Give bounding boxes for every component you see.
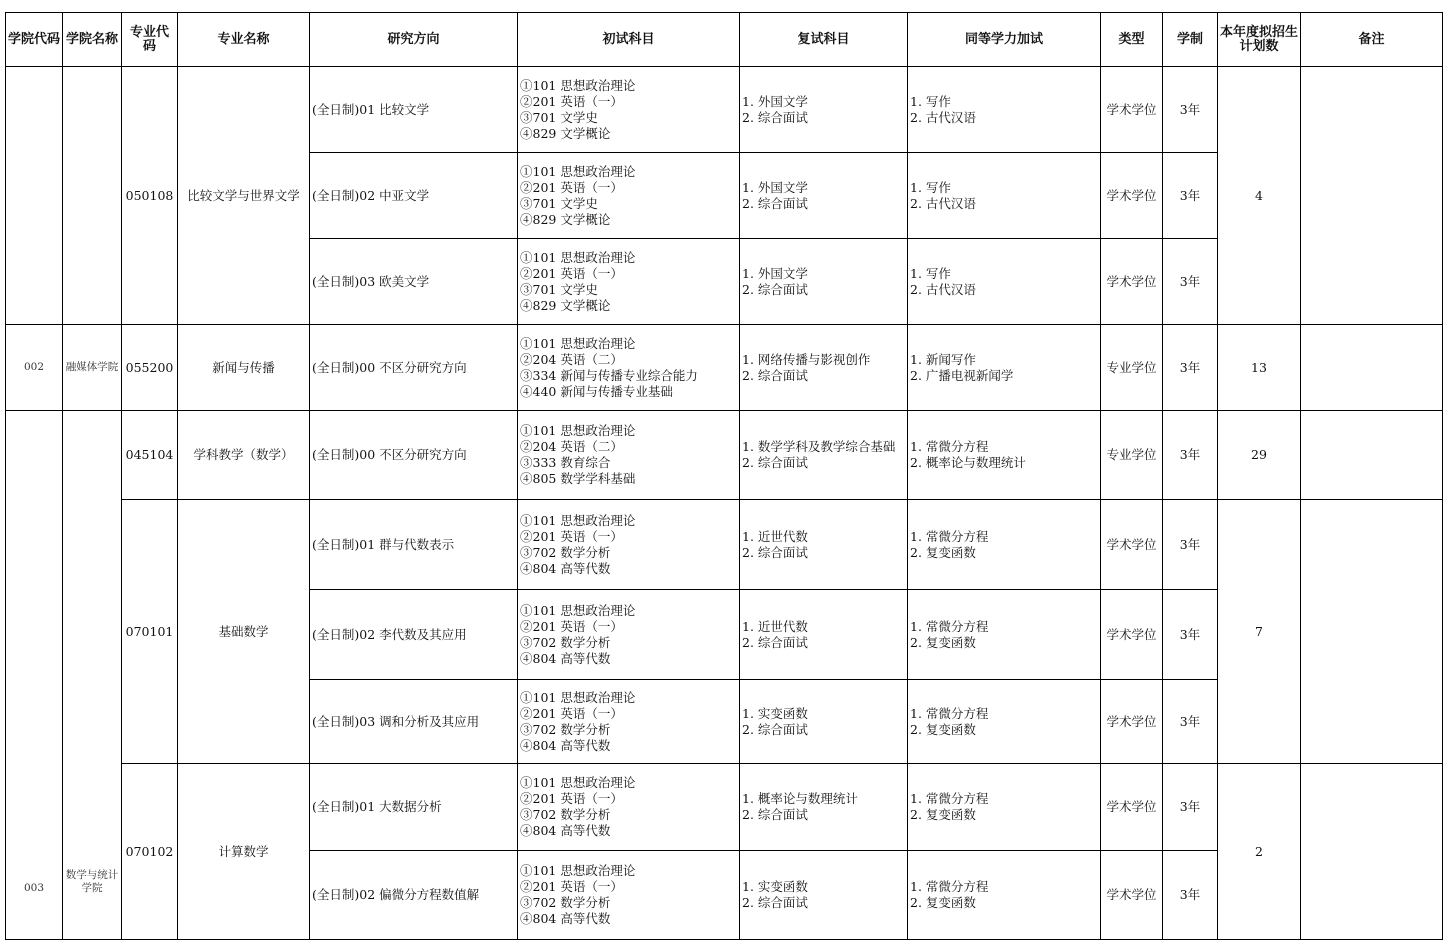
initial-exam-cell-line: ①101 思想政治理论 [520, 512, 636, 528]
retest-cell-line: 1. 外国文学 [742, 93, 808, 109]
admissions-table [5, 12, 1443, 940]
equivalent-cell-line: 2. 复变函数 [910, 544, 976, 560]
initial-exam-cell-line: ③334 新闻与传播专业综合能力 [520, 367, 698, 383]
initial-exam-cell-line: ①101 思想政治理论 [520, 775, 636, 790]
college-name-cell: 数学与统计学院 [63, 411, 122, 940]
initial-exam-cell [518, 851, 740, 940]
direction-cell: (全日制)03 欧美文学 [310, 239, 518, 325]
initial-exam-cell-line: ④829 文学概论 [520, 297, 611, 313]
initial-exam-cell [518, 67, 740, 153]
equivalent-cell [908, 500, 1101, 590]
initial-exam-cell [518, 500, 740, 590]
college-name-cell [63, 67, 122, 325]
retest-cell-line: 2. 综合面试 [742, 109, 808, 125]
retest-cell-line: 2. 综合面试 [742, 367, 808, 383]
retest-cell-line: 1. 近世代数 [742, 528, 808, 544]
duration-cell: 3年 [1163, 67, 1218, 153]
initial-exam-cell-line: ②201 英语（一） [520, 265, 623, 281]
direction-cell: (全日制)00 不区分研究方向 [310, 325, 518, 411]
equivalent-cell-line: 1. 写作 [910, 179, 951, 195]
equivalent-cell-line: 1. 常微分方程 [910, 528, 989, 544]
retest-cell [740, 239, 908, 325]
retest-cell-line: 1. 近世代数 [742, 618, 808, 634]
retest-cell [740, 590, 908, 680]
type-cell: 学术学位 [1101, 153, 1163, 239]
college-code-cell [6, 67, 63, 325]
college-code-cell: 002 [6, 325, 63, 411]
retest-cell [740, 153, 908, 239]
retest-cell-line: 2. 综合面试 [742, 634, 808, 650]
quota-cell: 4 [1218, 67, 1301, 325]
initial-exam-cell-line: ②204 英语（二） [520, 351, 623, 367]
equivalent-cell-line: 1. 写作 [910, 265, 951, 281]
retest-cell-line: 2. 综合面试 [742, 544, 808, 560]
duration-cell: 3年 [1163, 411, 1218, 500]
major-code-cell: 050108 [122, 67, 178, 325]
duration-cell: 3年 [1163, 500, 1218, 590]
equivalent-cell [908, 851, 1101, 940]
header-retest: 复试科目 [740, 13, 908, 67]
retest-cell [740, 680, 908, 764]
initial-exam-cell-line: ②204 英语（二） [520, 439, 623, 454]
initial-exam-cell-line: ③702 数学分析 [520, 544, 611, 560]
quota-cell: 13 [1218, 325, 1301, 411]
equivalent-cell-line: 2. 复变函数 [910, 634, 976, 650]
quota-cell: 29 [1218, 411, 1301, 500]
duration-cell: 3年 [1163, 153, 1218, 239]
type-cell: 学术学位 [1101, 764, 1163, 851]
remarks-cell [1301, 500, 1443, 764]
retest-cell [740, 67, 908, 153]
major-code-cell: 070101 [122, 500, 178, 764]
equivalent-cell-line: 2. 概率论与数理统计 [910, 455, 1026, 470]
equivalent-cell-line: 2. 复变函数 [910, 895, 976, 910]
header-equivalent: 同等学力加试 [908, 13, 1101, 67]
equivalent-cell-line: 2. 复变函数 [910, 721, 976, 737]
initial-exam-cell-line: ④804 高等代数 [520, 737, 611, 753]
retest-cell-line: 1. 网络传播与影视创作 [742, 351, 871, 367]
equivalent-cell-line: 1. 常微分方程 [910, 791, 989, 806]
type-cell: 专业学位 [1101, 325, 1163, 411]
duration-cell: 3年 [1163, 680, 1218, 764]
initial-exam-cell-line: ①101 思想政治理论 [520, 863, 636, 878]
major-name-cell: 比较文学与世界文学 [178, 67, 310, 325]
header-remarks: 备注 [1301, 13, 1443, 67]
type-cell: 学术学位 [1101, 590, 1163, 680]
major-name-cell: 新闻与传播 [178, 325, 310, 411]
initial-exam-cell [518, 764, 740, 851]
type-cell: 学术学位 [1101, 680, 1163, 764]
retest-cell-line: 1. 外国文学 [742, 179, 808, 195]
table-row [6, 500, 1443, 590]
retest-cell-line: 2. 综合面试 [742, 807, 808, 822]
direction-cell: (全日制)01 大数据分析 [310, 764, 518, 851]
initial-exam-cell [518, 590, 740, 680]
header-type: 类型 [1101, 13, 1163, 67]
initial-exam-cell-line: ③702 数学分析 [520, 721, 611, 737]
initial-exam-cell-line: ③702 数学分析 [520, 807, 611, 822]
retest-cell-line: 2. 综合面试 [742, 895, 808, 910]
initial-exam-cell [518, 239, 740, 325]
header-initial-exam: 初试科目 [518, 13, 740, 67]
initial-exam-cell-line: ③701 文学史 [520, 195, 598, 211]
initial-exam-cell-line: ①101 思想政治理论 [520, 602, 636, 618]
retest-cell-line: 2. 综合面试 [742, 721, 808, 737]
major-code-cell: 045104 [122, 411, 178, 500]
equivalent-cell-line: 1. 常微分方程 [910, 618, 989, 634]
initial-exam-cell-line: ④804 高等代数 [520, 823, 611, 838]
college-code-cell: 003 [6, 411, 63, 940]
equivalent-cell [908, 67, 1101, 153]
initial-exam-cell-line: ②201 英语（一） [520, 791, 623, 806]
equivalent-cell-line: 1. 常微分方程 [910, 705, 989, 721]
initial-exam-cell-line: ④805 数学学科基础 [520, 471, 636, 486]
retest-cell-line: 1. 实变函数 [742, 705, 808, 721]
table-row [6, 411, 1443, 500]
admissions-catalog [5, 12, 1443, 940]
header-college-code: 学院代码 [6, 13, 63, 67]
direction-cell: (全日制)02 李代数及其应用 [310, 590, 518, 680]
initial-exam-cell-line: ④440 新闻与传播专业基础 [520, 383, 673, 399]
initial-exam-cell-line: ④829 文学概论 [520, 125, 611, 141]
retest-cell [740, 764, 908, 851]
equivalent-cell [908, 153, 1101, 239]
initial-exam-cell-line: ①101 思想政治理论 [520, 423, 636, 438]
duration-cell: 3年 [1163, 764, 1218, 851]
equivalent-cell-line: 1. 新闻写作 [910, 351, 976, 367]
retest-cell-line: 2. 综合面试 [742, 455, 808, 470]
equivalent-cell-line: 2. 古代汉语 [910, 109, 976, 125]
retest-cell-line: 1. 概率论与数理统计 [742, 791, 858, 806]
retest-cell-line: 2. 综合面试 [742, 195, 808, 211]
retest-cell-line: 1. 数学学科及教学综合基础 [742, 439, 896, 454]
equivalent-cell-line: 1. 写作 [910, 93, 951, 109]
direction-cell: (全日制)02 偏微分方程数值解 [310, 851, 518, 940]
remarks-cell [1301, 411, 1443, 500]
equivalent-cell-line: 1. 常微分方程 [910, 439, 989, 454]
table-row [6, 325, 1443, 411]
direction-cell: (全日制)03 调和分析及其应用 [310, 680, 518, 764]
direction-cell: (全日制)00 不区分研究方向 [310, 411, 518, 500]
type-cell: 专业学位 [1101, 411, 1163, 500]
major-code-cell: 070102 [122, 764, 178, 940]
initial-exam-cell-line: ③701 文学史 [520, 109, 598, 125]
retest-cell [740, 325, 908, 411]
initial-exam-cell-line: ①101 思想政治理论 [520, 689, 636, 705]
header-college-name: 学院名称 [63, 13, 122, 67]
initial-exam-cell-line: ②201 英语（一） [520, 705, 623, 721]
equivalent-cell-line: 2. 复变函数 [910, 807, 976, 822]
initial-exam-cell-line: ④829 文学概论 [520, 211, 611, 227]
college-name-cell: 融媒体学院 [63, 325, 122, 411]
equivalent-cell [908, 764, 1101, 851]
major-name-cell: 基础数学 [178, 500, 310, 764]
equivalent-cell-line: 2. 古代汉语 [910, 281, 976, 297]
duration-cell: 3年 [1163, 851, 1218, 940]
initial-exam-cell-line: ④804 高等代数 [520, 650, 611, 666]
direction-cell: (全日制)02 中亚文学 [310, 153, 518, 239]
initial-exam-cell-line: ①101 思想政治理论 [520, 77, 636, 93]
major-name-cell: 学科教学（数学） [178, 411, 310, 500]
initial-exam-cell-line: ①101 思想政治理论 [520, 249, 636, 265]
equivalent-cell-line: 2. 古代汉语 [910, 195, 976, 211]
initial-exam-cell-line: ②201 英语（一） [520, 879, 623, 894]
header-quota: 本年度拟招生计划数 [1218, 13, 1301, 67]
equivalent-cell [908, 411, 1101, 500]
retest-cell-line: 1. 实变函数 [742, 879, 808, 894]
initial-exam-cell-line: ②201 英语（一） [520, 618, 623, 634]
header-duration: 学制 [1163, 13, 1218, 67]
header-major-name: 专业名称 [178, 13, 310, 67]
table-row [6, 764, 1443, 851]
equivalent-cell-line: 1. 常微分方程 [910, 879, 989, 894]
equivalent-cell [908, 680, 1101, 764]
type-cell: 学术学位 [1101, 67, 1163, 153]
initial-exam-cell-line: ②201 英语（一） [520, 528, 623, 544]
remarks-cell [1301, 325, 1443, 411]
equivalent-cell [908, 239, 1101, 325]
major-code-cell: 055200 [122, 325, 178, 411]
initial-exam-cell [518, 325, 740, 411]
initial-exam-cell-line: ③333 教育综合 [520, 455, 611, 470]
retest-cell [740, 851, 908, 940]
equivalent-cell-line: 2. 广播电视新闻学 [910, 367, 1014, 383]
duration-cell: 3年 [1163, 325, 1218, 411]
initial-exam-cell-line: ③702 数学分析 [520, 895, 611, 910]
quota-cell: 2 [1218, 764, 1301, 940]
initial-exam-cell-line: ①101 思想政治理论 [520, 163, 636, 179]
initial-exam-cell-line: ③702 数学分析 [520, 634, 611, 650]
table-body [6, 67, 1443, 940]
duration-cell: 3年 [1163, 239, 1218, 325]
type-cell: 学术学位 [1101, 500, 1163, 590]
duration-cell: 3年 [1163, 590, 1218, 680]
type-cell: 学术学位 [1101, 239, 1163, 325]
direction-cell: (全日制)01 比较文学 [310, 67, 518, 153]
major-name-cell: 计算数学 [178, 764, 310, 940]
equivalent-cell [908, 590, 1101, 680]
initial-exam-cell-line: ③701 文学史 [520, 281, 598, 297]
header-row [6, 13, 1443, 67]
initial-exam-cell [518, 153, 740, 239]
direction-cell: (全日制)01 群与代数表示 [310, 500, 518, 590]
initial-exam-cell-line: ②201 英语（一） [520, 93, 623, 109]
remarks-cell [1301, 764, 1443, 940]
retest-cell [740, 411, 908, 500]
quota-cell: 7 [1218, 500, 1301, 764]
remarks-cell [1301, 67, 1443, 325]
retest-cell-line: 2. 综合面试 [742, 281, 808, 297]
header-major-code: 专业代码 [122, 13, 178, 67]
type-cell: 学术学位 [1101, 851, 1163, 940]
initial-exam-cell-line: ①101 思想政治理论 [520, 335, 636, 351]
retest-cell [740, 500, 908, 590]
initial-exam-cell [518, 680, 740, 764]
initial-exam-cell-line: ②201 英语（一） [520, 179, 623, 195]
table-row [6, 67, 1443, 153]
initial-exam-cell-line: ④804 高等代数 [520, 560, 611, 576]
retest-cell-line: 1. 外国文学 [742, 265, 808, 281]
header-direction: 研究方向 [310, 13, 518, 67]
equivalent-cell [908, 325, 1101, 411]
initial-exam-cell-line: ④804 高等代数 [520, 911, 611, 926]
initial-exam-cell [518, 411, 740, 500]
